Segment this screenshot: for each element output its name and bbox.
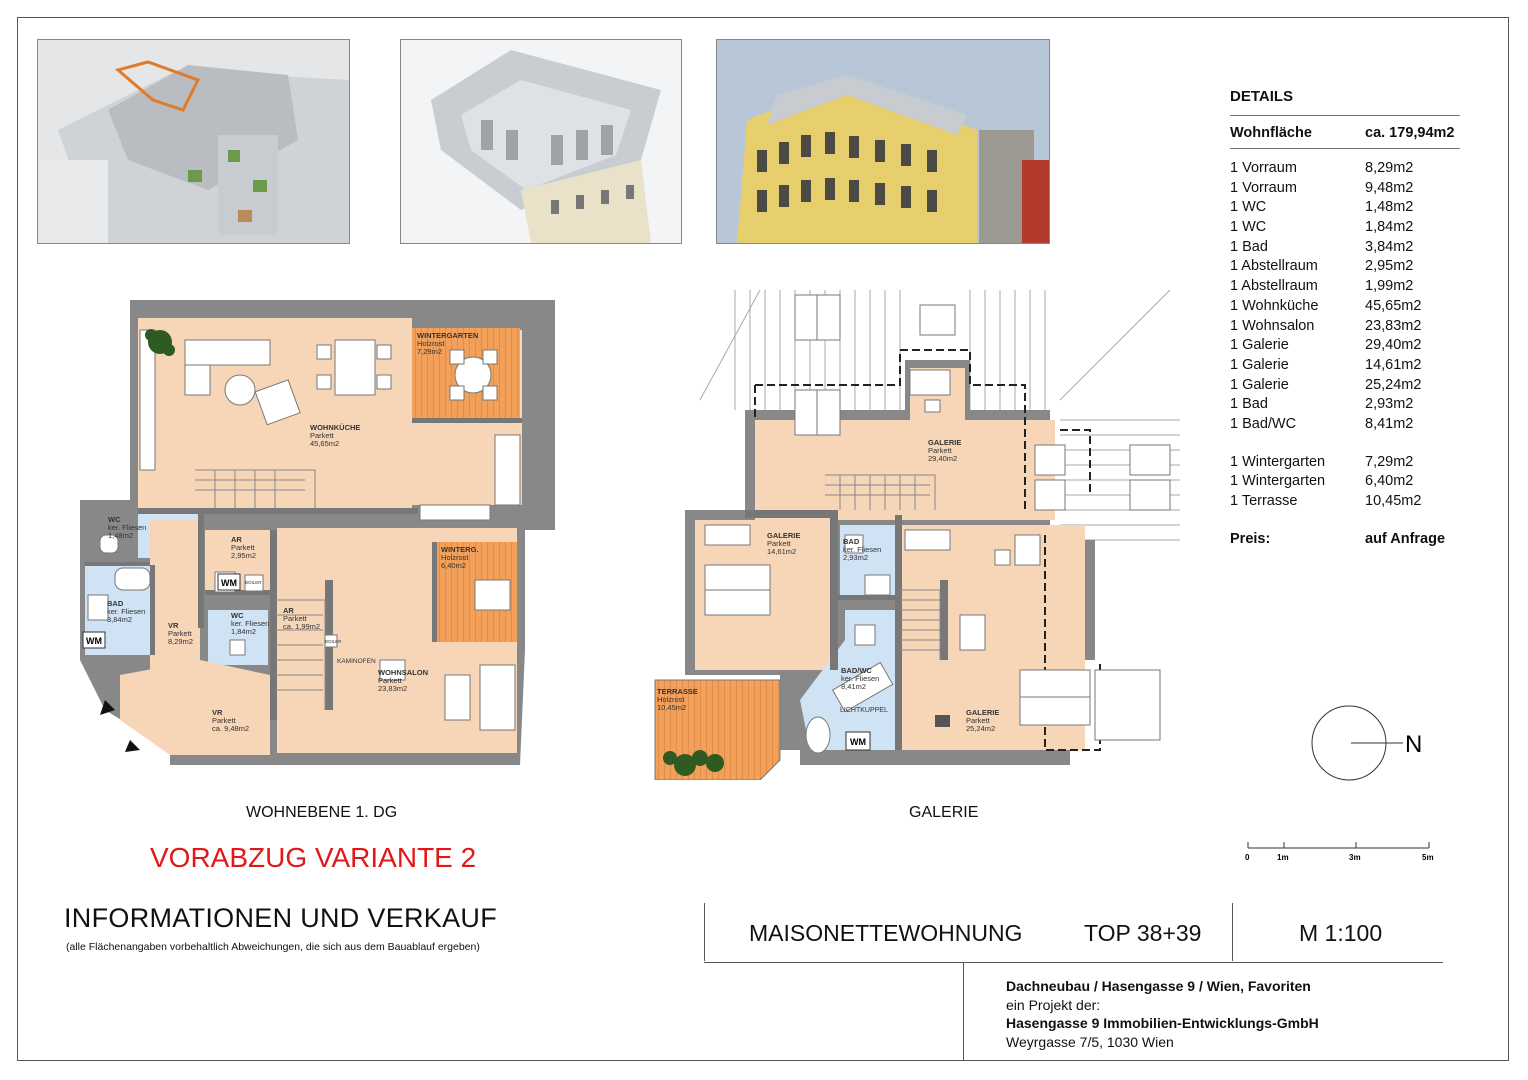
room-name: 1 Bad <box>1230 396 1268 413</box>
room-label-galerie-3: GALERIE <box>966 708 1000 717</box>
room-finish: Parkett <box>231 543 255 552</box>
room-area: 25,24m2 <box>1365 376 1422 393</box>
room-area: 8,41m2 <box>1365 415 1414 432</box>
boiler-label-2: BOILER <box>325 639 342 644</box>
scale-tick: 3m <box>1349 853 1361 862</box>
list-item <box>1230 238 1460 258</box>
divider <box>704 903 705 961</box>
room-name: 1 Wohnküche <box>1230 297 1319 314</box>
room-label-galerie-2: GALERIE <box>767 531 801 540</box>
room-name: 1 Bad <box>1230 238 1268 255</box>
room-finish: ker. Fliesen <box>108 523 147 532</box>
price-row <box>1230 531 1460 547</box>
room-area: 2,95m2 <box>1365 258 1414 275</box>
room-name: 1 Terrasse <box>1230 493 1298 509</box>
room-finish: ker. Fliesen <box>843 545 882 554</box>
list-item <box>1230 218 1460 238</box>
room-label-wohnsalon: WOHNSALON <box>378 668 428 677</box>
kaminofen-label: KAMINOFEN <box>337 658 376 665</box>
price-value: auf Anfrage <box>1365 530 1446 547</box>
room-label-bad: BAD <box>107 599 124 608</box>
divider <box>704 962 1443 963</box>
details-panel <box>1230 88 1460 547</box>
living-area-label: Wohnfläche <box>1230 125 1312 141</box>
project-line-3: Hasengasse 9 Immobilien-Entwicklungs-GmbH <box>1006 1015 1319 1031</box>
plan-caption-level-1: WOHNEBENE 1. DG <box>246 804 398 821</box>
room-finish: ker. Fliesen <box>231 619 270 628</box>
room-area: 8,29m2 <box>168 637 194 646</box>
boiler-label-1: BOILER <box>245 580 262 585</box>
room-area: 45,65m2 <box>1365 297 1422 314</box>
room-label-winterg: WINTERG. <box>441 545 479 554</box>
list-item <box>1230 356 1460 376</box>
project-info <box>1006 977 1319 1051</box>
room-area: 6,40m2 <box>1365 473 1414 490</box>
list-item <box>1230 336 1460 356</box>
room-area: 2,93m2 <box>1365 396 1414 413</box>
room-finish: Holzrost <box>417 339 445 348</box>
project-line-4: Weyrgasse 7/5, 1030 Wien <box>1006 1033 1174 1050</box>
floor-plan-level-1 <box>55 280 575 780</box>
room-finish: Parkett <box>310 431 334 440</box>
scale-tick: 1m <box>1277 853 1289 862</box>
rendering-corner-photo <box>400 39 682 244</box>
room-label-wc-1: WC <box>108 515 121 524</box>
room-area: 8,41m2 <box>841 682 867 691</box>
room-finish: Parkett <box>212 716 236 725</box>
list-item <box>1230 198 1460 218</box>
drawing-scale: M 1:100 <box>1299 920 1383 946</box>
scale-bar <box>1243 838 1443 866</box>
room-name: 1 Vorraum <box>1230 179 1297 196</box>
project-line-2: ein Projekt der: <box>1006 996 1101 1013</box>
list-item <box>1230 317 1460 337</box>
room-name: 1 Wohnsalon <box>1230 317 1315 334</box>
room-name: 1 Abstellraum <box>1230 278 1318 295</box>
room-list <box>1230 159 1460 512</box>
spacer <box>1230 435 1460 453</box>
building-street-photo <box>716 39 1050 244</box>
room-finish: Parkett <box>168 629 192 638</box>
plan-caption-galerie: GALERIE <box>909 804 979 821</box>
list-item <box>1230 159 1460 179</box>
room-area: ca. 1,99m2 <box>283 622 321 631</box>
scale-tick: 5m <box>1422 853 1434 862</box>
room-finish: Holzrost <box>657 695 685 704</box>
info-title: INFORMATIONEN UND VERKAUF <box>64 903 498 933</box>
price-label: Preis: <box>1230 530 1271 547</box>
room-name: 1 Galerie <box>1230 337 1289 354</box>
room-area: 2,95m2 <box>231 551 257 560</box>
room-name: 1 Wintergarten <box>1230 453 1326 470</box>
room-name: 1 Galerie <box>1230 356 1289 373</box>
room-finish: Parkett <box>928 446 952 455</box>
lichtkuppel-label: LICHTKUPPEL <box>840 707 888 714</box>
room-finish: Parkett <box>966 716 990 725</box>
living-area-row <box>1230 116 1460 149</box>
room-area: 7,29m2 <box>1365 453 1414 470</box>
north-arrow-icon <box>1311 705 1441 785</box>
divider <box>963 963 964 1060</box>
room-area: 8,29m2 <box>1365 160 1414 176</box>
room-area: 1,99m2 <box>1365 278 1414 295</box>
apartment-top: TOP 38+39 <box>1084 920 1202 946</box>
room-finish: Parkett <box>378 676 402 685</box>
room-label-ar-2: AR <box>283 606 294 615</box>
variant-title: VORABZUG VARIANTE 2 <box>150 842 477 873</box>
room-area: 9,48m2 <box>1365 179 1414 196</box>
wm-label-3: WM <box>850 737 866 747</box>
room-label-galerie-1: GALERIE <box>928 438 962 447</box>
room-area: ca. 9,48m2 <box>212 724 250 733</box>
room-finish: Parkett <box>767 539 791 548</box>
list-item <box>1230 179 1460 199</box>
room-area: 2,93m2 <box>843 553 869 562</box>
room-label-ar-1: AR <box>231 535 242 544</box>
north-label: N <box>1405 731 1423 758</box>
room-label-terrasse: TERRASSE <box>657 687 698 696</box>
room-label-vr-1: VR <box>168 621 179 630</box>
room-area: 1,48m2 <box>108 531 134 540</box>
room-label-wintergarten: WINTERGARTEN <box>417 331 479 340</box>
living-area-value: ca. 179,94m2 <box>1365 125 1455 141</box>
wm-label-2: WM <box>86 636 102 646</box>
details-heading: DETAILS <box>1230 88 1460 116</box>
wm-label-1: WM <box>221 578 237 588</box>
list-item <box>1230 297 1460 317</box>
room-name: 1 WC <box>1230 199 1267 216</box>
divider <box>1232 903 1233 961</box>
apartment-type: MAISONETTEWOHNUNG <box>749 920 1023 946</box>
room-area: 25,24m2 <box>966 724 996 733</box>
room-area: 23,83m2 <box>378 684 408 693</box>
room-area: 1,84m2 <box>231 627 257 636</box>
list-item <box>1230 492 1460 512</box>
room-area: 29,40m2 <box>928 454 958 463</box>
room-finish: ker. Fliesen <box>841 674 880 683</box>
room-area: 1,48m2 <box>1365 199 1414 216</box>
room-label-wohnkueche: WOHNKÜCHE <box>310 423 361 432</box>
room-area: 7,29m2 <box>417 347 443 356</box>
list-item <box>1230 376 1460 396</box>
list-item <box>1230 453 1460 473</box>
room-area: 23,83m2 <box>1365 317 1422 334</box>
rendering-aerial-photo <box>37 39 350 244</box>
room-finish: ker. Fliesen <box>107 607 146 616</box>
room-name: 1 Bad/WC <box>1230 415 1297 432</box>
room-area: 1,84m2 <box>1365 219 1414 236</box>
room-area: 14,61m2 <box>1365 356 1422 373</box>
scale-tick: 0 <box>1245 853 1250 862</box>
list-item <box>1230 415 1460 435</box>
room-area: 3,84m2 <box>107 615 133 624</box>
list-item <box>1230 472 1460 492</box>
room-label-bad-2: BAD <box>843 537 860 546</box>
room-finish: Parkett <box>283 614 307 623</box>
room-area: 3,84m2 <box>1365 238 1414 255</box>
info-disclaimer: (alle Flächenangaben vorbehaltlich Abweichungen, die sich aus dem Bauablauf ergeben) <box>66 941 480 953</box>
room-name: 1 Vorraum <box>1230 160 1297 176</box>
room-name: 1 Galerie <box>1230 376 1289 393</box>
room-name: 1 Abstellraum <box>1230 258 1318 275</box>
room-area: 45,65m2 <box>310 439 340 448</box>
room-area: 14,61m2 <box>767 547 797 556</box>
room-finish: Holzrost <box>441 553 469 562</box>
room-area: 6,40m2 <box>441 561 467 570</box>
room-label-wc-2: WC <box>231 611 244 620</box>
room-name: 1 Wintergarten <box>1230 473 1326 490</box>
list-item <box>1230 257 1460 277</box>
room-area: 29,40m2 <box>1365 337 1422 354</box>
room-label-vr-2: VR <box>212 708 223 717</box>
room-area: 10,45m2 <box>1365 493 1422 509</box>
room-name: 1 WC <box>1230 219 1267 236</box>
list-item <box>1230 395 1460 415</box>
list-item <box>1230 277 1460 297</box>
project-line-1: Dachneubau / Hasengasse 9 / Wien, Favoriten <box>1006 978 1311 994</box>
room-area: 10,45m2 <box>657 703 687 712</box>
floor-plan-galerie <box>640 280 1200 780</box>
room-label-bad-wc: BAD/WC <box>841 666 872 675</box>
